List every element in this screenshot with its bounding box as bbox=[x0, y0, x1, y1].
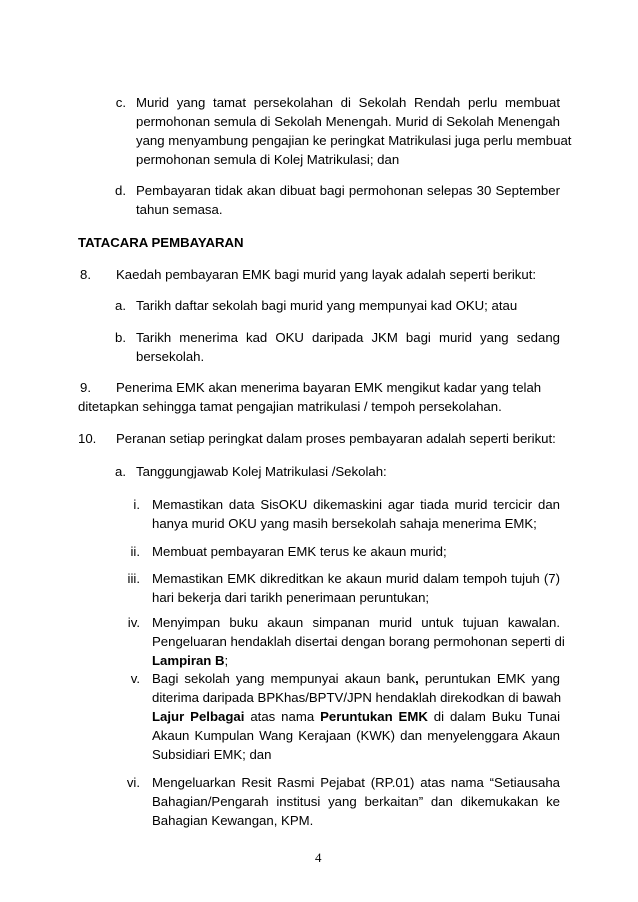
lampiran-ref: Lampiran B bbox=[152, 653, 225, 668]
section-heading: TATACARA PEMBAYARAN bbox=[78, 235, 244, 250]
text-run: peruntukan EMK yang bbox=[418, 671, 560, 686]
paragraph-text: Penerima EMK akan menerima bayaran EMK mengikut kadar yang telah bbox=[116, 380, 542, 395]
roman-item-text: Menyimpan buku akaun simpanan murid untuk tujuan kawalan. bbox=[152, 615, 560, 630]
roman-item-text: Akaun Kumpulan Wang Kerajaan (KWK) dan menyelenggara Akaun bbox=[152, 728, 560, 743]
roman-marker: iv. bbox=[127, 615, 140, 630]
item-c-line: Murid yang tamat persekolahan di Sekolah Rendah perlu membuat bbox=[136, 95, 560, 110]
list-marker: c. bbox=[115, 95, 126, 110]
roman-marker: v. bbox=[130, 671, 140, 686]
list-item-text: Tanggungjawab Kolej Matrikulasi /Sekolah: bbox=[136, 464, 387, 479]
roman-marker: i. bbox=[133, 497, 140, 512]
list-marker: a. bbox=[115, 298, 126, 313]
item-c-line: permohonan semula di Kolej Matrikulasi; dan bbox=[136, 152, 400, 167]
roman-item-text: Pengeluaran hendaklah disertai dengan borang permohonan seperti di bbox=[152, 634, 565, 649]
roman-item-text bbox=[152, 670, 560, 687]
roman-item-text: Memastikan EMK dikreditkan ke akaun murid dalam tempoh tujuh (7) bbox=[152, 571, 560, 586]
list-marker: a. bbox=[115, 464, 126, 479]
roman-item-text: Bahagian/Pengarah institusi yang berkaitan” dan dikemukakan ke bbox=[152, 794, 560, 809]
roman-item-text bbox=[152, 708, 560, 725]
roman-item-text: hanya murid OKU yang masih bersekolah sahaja menerima EMK; bbox=[152, 516, 537, 531]
bold-term: Lajur Pelbagai bbox=[152, 709, 245, 724]
paragraph-text: Kaedah pembayaran EMK bagi murid yang layak adalah seperti berikut: bbox=[116, 267, 537, 282]
paragraph-number: 8. bbox=[80, 267, 91, 282]
roman-item-text: Bahagian Kewangan, KPM. bbox=[152, 813, 314, 828]
roman-item-text: Memastikan data SisOKU dikemaskini agar tiada murid tercicir dan bbox=[152, 497, 560, 512]
bold-term: Peruntukan EMK bbox=[320, 709, 428, 724]
punctuation: ; bbox=[224, 653, 229, 668]
list-item-text: Tarikh menerima kad OKU daripada JKM bagi murid yang sedang bbox=[136, 330, 560, 345]
list-marker: b. bbox=[115, 330, 126, 345]
roman-item-text bbox=[152, 652, 228, 669]
list-marker: d. bbox=[115, 183, 126, 198]
item-c-line: yang menyambung pengajian ke peringkat Matrikulasi juga perlu membuat bbox=[136, 133, 572, 148]
paragraph-text: Peranan setiap peringkat dalam proses pembayaran adalah seperti berikut: bbox=[116, 431, 556, 446]
text-run: , bbox=[415, 671, 419, 686]
roman-item-text: Membuat pembayaran EMK terus ke akaun murid; bbox=[152, 544, 447, 559]
paragraph-number: 10. bbox=[78, 431, 97, 446]
text-run: atas nama bbox=[244, 709, 321, 724]
paragraph-text: ditetapkan sehingga tamat pengajian matrikulasi / tempoh persekolahan. bbox=[78, 399, 502, 414]
page-number: 4 bbox=[315, 850, 322, 865]
roman-item-text: diterima daripada BPKhas/BPTV/JPN hendaklah direkodkan di bawah bbox=[152, 690, 562, 705]
paragraph-number: 9. bbox=[80, 380, 91, 395]
list-item-text: Tarikh daftar sekolah bagi murid yang mempunyai kad OKU; atau bbox=[136, 298, 518, 313]
item-c-line: permohonan semula di Sekolah Menengah. Murid di Sekolah Menengah bbox=[136, 114, 560, 129]
roman-marker: vi. bbox=[126, 775, 140, 790]
roman-marker: iii. bbox=[127, 571, 140, 586]
roman-item-text: Mengeluarkan Resit Rasmi Pejabat (RP.01) atas nama “Setiausaha bbox=[152, 775, 560, 790]
item-d-line: tahun semasa. bbox=[136, 202, 223, 217]
roman-item-text: hari bekerja dari tarikh penerimaan peruntukan; bbox=[152, 590, 430, 605]
list-item-text: bersekolah. bbox=[136, 349, 205, 364]
text-run: Bagi sekolah yang mempunyai akaun bank bbox=[152, 671, 416, 686]
item-d-line: Pembayaran tidak akan dibuat bagi permohonan selepas 30 September bbox=[136, 183, 560, 198]
roman-marker: ii. bbox=[130, 544, 140, 559]
text-run: di dalam Buku Tunai bbox=[427, 709, 561, 724]
roman-item-text: Subsidiari EMK; dan bbox=[152, 747, 272, 762]
